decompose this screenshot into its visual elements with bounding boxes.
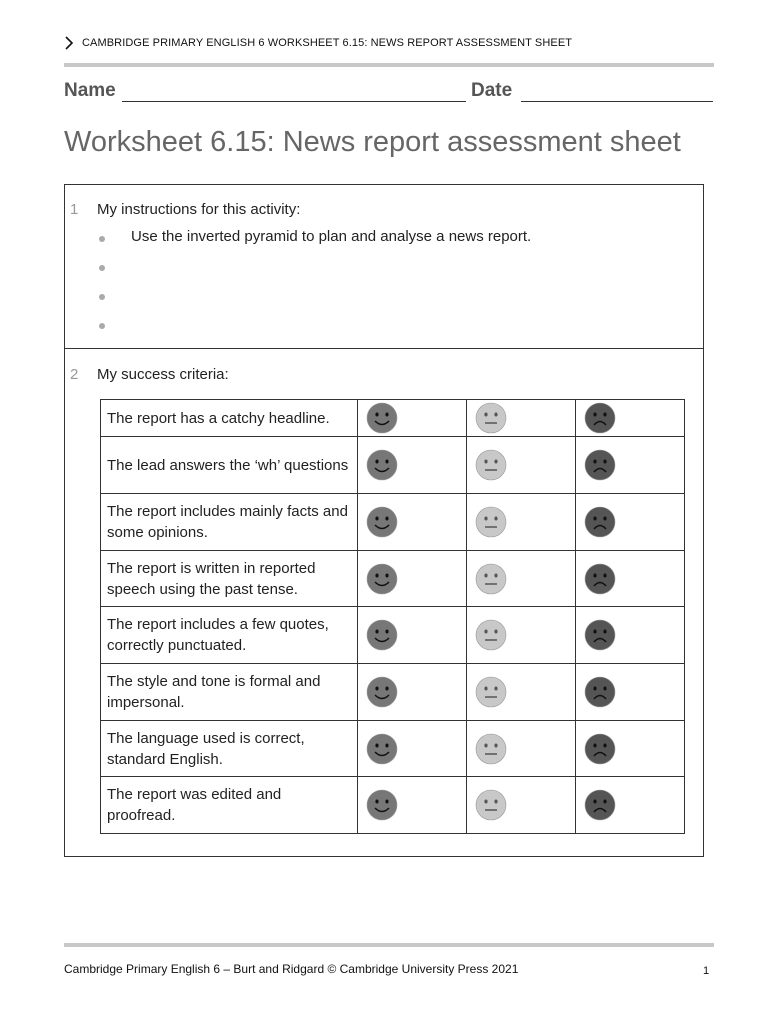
neutral-face-icon <box>475 733 507 765</box>
rating-cell[interactable] <box>467 551 576 607</box>
instruction-text: Use the inverted pyramid to plan and analyse a news report. <box>131 228 532 245</box>
sad-face-icon <box>584 506 616 538</box>
happy-face-icon <box>366 506 398 538</box>
success-criteria-section <box>64 348 704 857</box>
name-date-row <box>64 80 714 106</box>
bullet-dot-icon <box>99 265 105 271</box>
rating-cell[interactable] <box>576 400 685 437</box>
criteria-row <box>101 721 685 777</box>
neutral-face-icon <box>475 563 507 595</box>
rating-cell[interactable] <box>576 664 685 721</box>
rating-cell[interactable] <box>467 777 576 834</box>
section-number: 2 <box>70 366 79 383</box>
happy-face-icon <box>366 619 398 651</box>
criteria-row <box>101 777 685 834</box>
bullet-dot-icon <box>99 236 105 242</box>
page-title: Worksheet 6.15: News report assessment sheet <box>64 126 681 158</box>
sad-face-icon <box>584 563 616 595</box>
sad-face-icon <box>584 676 616 708</box>
criteria-table <box>100 399 685 834</box>
criterion-text: The report was edited and proofread. <box>101 777 358 834</box>
rating-cell[interactable] <box>358 551 467 607</box>
rating-cell[interactable] <box>576 494 685 551</box>
section-heading: My success criteria: <box>97 366 229 383</box>
happy-face-icon <box>366 676 398 708</box>
section-heading: My instructions for this activity: <box>97 201 301 218</box>
criteria-row <box>101 664 685 721</box>
rating-cell[interactable] <box>358 437 467 494</box>
neutral-face-icon <box>475 789 507 821</box>
criterion-text: The report includes a few quotes, correctly punctuated. <box>101 607 358 664</box>
rating-cell[interactable] <box>467 400 576 437</box>
sad-face-icon <box>584 402 616 434</box>
criterion-text: The report has a catchy headline. <box>101 400 358 437</box>
happy-face-icon <box>366 733 398 765</box>
criterion-text: The style and tone is formal and impersonal. <box>101 664 358 721</box>
criteria-row <box>101 437 685 494</box>
criteria-row <box>101 494 685 551</box>
footer-rule <box>64 943 714 947</box>
section-number: 1 <box>70 201 79 218</box>
rating-cell[interactable] <box>358 664 467 721</box>
instructions-section <box>64 184 704 348</box>
sad-face-icon <box>584 733 616 765</box>
running-header <box>64 34 714 52</box>
happy-face-icon <box>366 449 398 481</box>
rating-cell[interactable] <box>576 721 685 777</box>
footer-text: Cambridge Primary English 6 – Burt and Ridgard © Cambridge University Press 2021 <box>64 962 519 976</box>
rating-cell[interactable] <box>467 607 576 664</box>
sad-face-icon <box>584 619 616 651</box>
bullet-dot-icon <box>99 323 105 329</box>
name-field[interactable] <box>122 101 466 102</box>
rating-cell[interactable] <box>467 721 576 777</box>
happy-face-icon <box>366 402 398 434</box>
criterion-text: The report includes mainly facts and some opinions. <box>101 494 358 551</box>
header-rule <box>64 63 714 67</box>
criteria-row <box>101 607 685 664</box>
rating-cell[interactable] <box>576 551 685 607</box>
criterion-text: The lead answers the ‘wh’ questions <box>101 437 358 494</box>
criteria-row <box>101 551 685 607</box>
neutral-face-icon <box>475 506 507 538</box>
rating-cell[interactable] <box>467 437 576 494</box>
date-label: Date <box>471 80 513 101</box>
rating-cell[interactable] <box>358 607 467 664</box>
neutral-face-icon <box>475 402 507 434</box>
criterion-text: The language used is correct, standard English. <box>101 721 358 777</box>
neutral-face-icon <box>475 676 507 708</box>
rating-cell[interactable] <box>358 777 467 834</box>
rating-cell[interactable] <box>358 400 467 437</box>
neutral-face-icon <box>475 449 507 481</box>
criterion-text: The report is written in reported speech using the past tense. <box>101 551 358 607</box>
chevron-right-icon <box>64 36 74 50</box>
happy-face-icon <box>366 563 398 595</box>
running-title: CAMBRIDGE PRIMARY ENGLISH 6 WORKSHEET 6.15: NEWS REPORT ASSESSMENT SHEET <box>82 37 573 49</box>
rating-cell[interactable] <box>576 437 685 494</box>
sad-face-icon <box>584 789 616 821</box>
name-label: Name <box>64 80 116 101</box>
rating-cell[interactable] <box>358 494 467 551</box>
rating-cell[interactable] <box>576 777 685 834</box>
neutral-face-icon <box>475 619 507 651</box>
rating-cell[interactable] <box>576 607 685 664</box>
bullet-dot-icon <box>99 294 105 300</box>
rating-cell[interactable] <box>467 664 576 721</box>
happy-face-icon <box>366 789 398 821</box>
rating-cell[interactable] <box>467 494 576 551</box>
sad-face-icon <box>584 449 616 481</box>
date-field[interactable] <box>521 101 713 102</box>
rating-cell[interactable] <box>358 721 467 777</box>
criteria-row <box>101 400 685 437</box>
page-number: 1 <box>703 965 710 977</box>
